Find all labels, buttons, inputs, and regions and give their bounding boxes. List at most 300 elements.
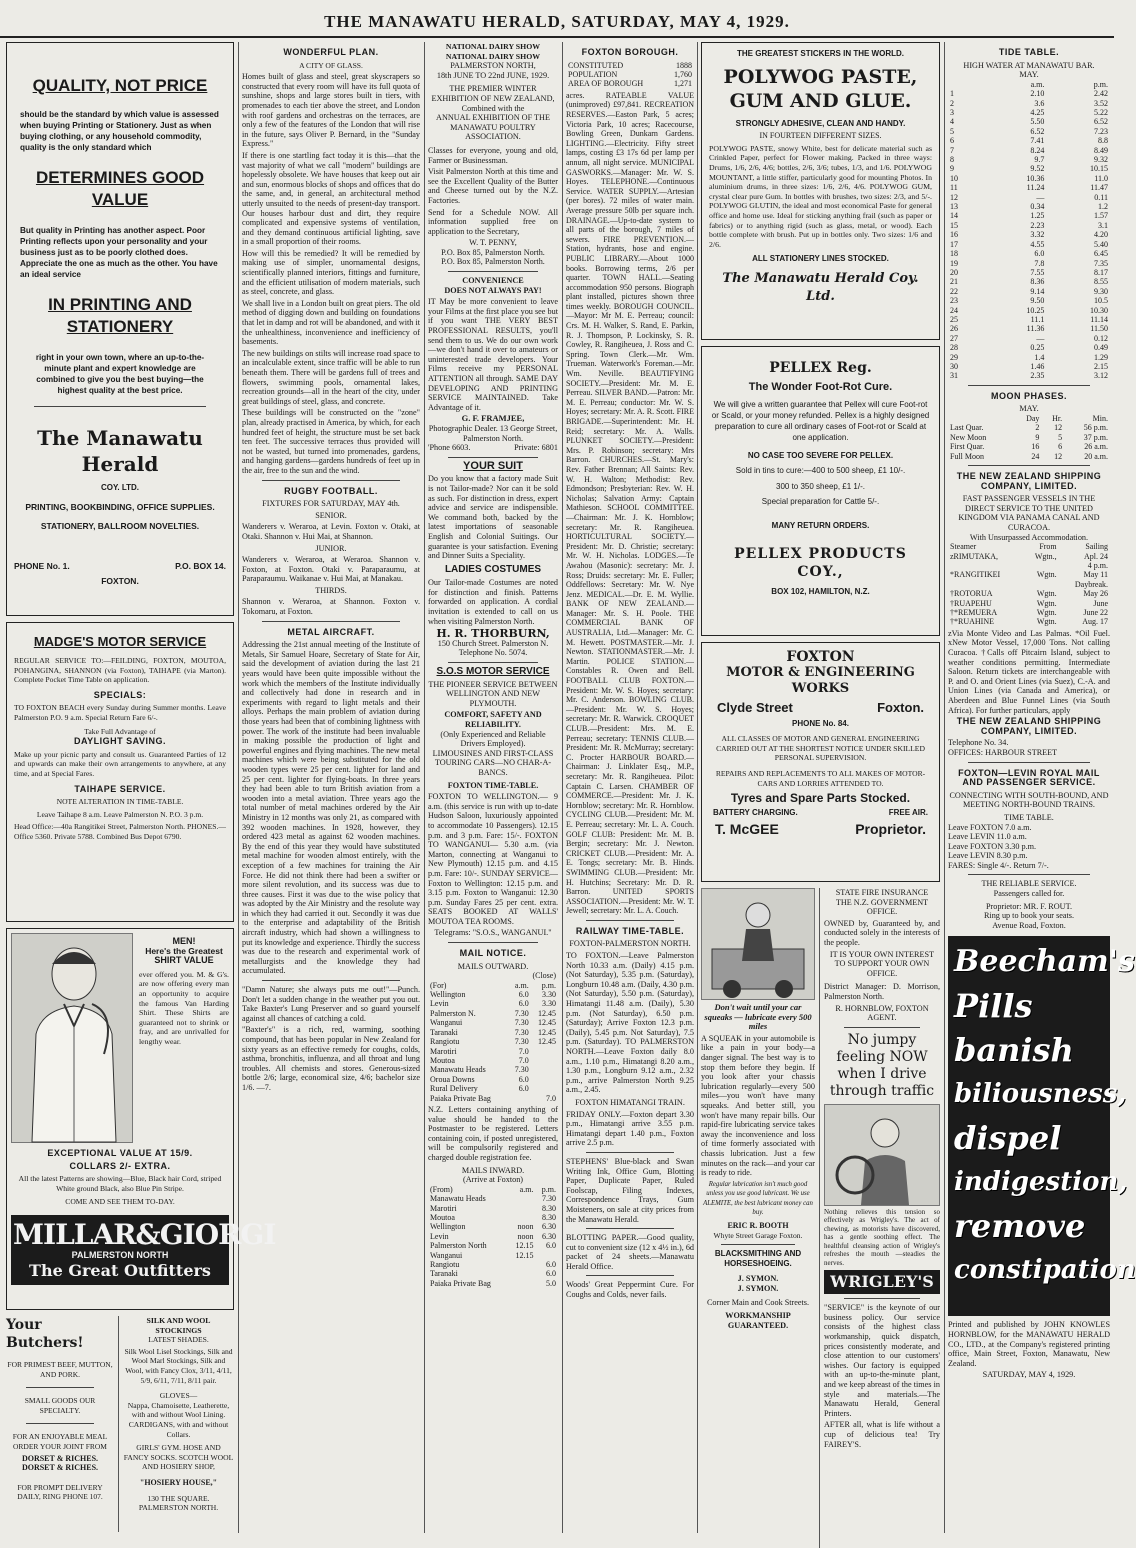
nzs-row-cell: [1023, 561, 1059, 570]
tide-row-cell: 0.49: [1094, 343, 1108, 353]
tide-row-cell: 11.0: [1094, 173, 1108, 183]
herald-line2: STATIONERY, BALLROOM NOVELTIES.: [40, 521, 200, 532]
nzs-row-cell: May 11: [1083, 570, 1108, 580]
tide-row: [948, 174, 1110, 183]
tide-row: [948, 296, 1110, 305]
levin-row: Leave LEVIN 11.0 a.m.: [948, 832, 1027, 842]
mail-inward-row-cell: [508, 1269, 535, 1278]
rugby-junior: JUNIOR.: [315, 543, 347, 553]
herald-line1: PRINTING, BOOKBINDING, OFFICE SUPPLIES.: [25, 501, 215, 512]
nzs-row: [948, 617, 1110, 626]
tide-row: [948, 277, 1110, 286]
tide-pm: p.m.: [1093, 79, 1108, 89]
tide-row-cell: 7.55: [1030, 267, 1045, 277]
nzs-company: THE NEW ZEALAND SHIPPING COMPANY, LIMITED.: [956, 716, 1102, 736]
dairy-visit: Visit Palmerston North at this time and see the Excellent Quality of the Butter and Cheese turned out by the N.Z. Factories.: [428, 167, 558, 205]
mail-outward-row-cell: Levin: [430, 999, 449, 1009]
reliable-address: Avenue Road, Foxton.: [992, 920, 1066, 930]
rugby-senior-fixtures: Wanderers v. Weraroa, at Levin. Foxton v. Otaki, at Otaki. Shannon v. Hui Mai, at Shannon.: [242, 522, 420, 541]
tide-row-cell: 1.25: [1030, 211, 1045, 221]
butchers-l2: SMALL GOODS OUR SPECIALTY.: [24, 1396, 96, 1415]
moon-row-cell: 5: [1058, 432, 1063, 442]
tide-row-cell: 22: [950, 286, 958, 296]
mail-outward-row-cell: [531, 1047, 558, 1056]
column-rule: [562, 42, 563, 1533]
herald-company-name: The Manawatu Herald: [37, 426, 203, 476]
tide-row: [948, 362, 1110, 371]
nzs-row: [948, 599, 1110, 608]
tide-row-cell: 31: [950, 371, 958, 381]
tide-row-cell: 1.2: [1098, 202, 1108, 212]
tide-row: [948, 183, 1110, 192]
polywog-all: ALL STATIONERY LINES STOCKED.: [752, 254, 889, 264]
nzs-title: THE NEW ZEALAND SHIPPING COMPANY, LIMITED.: [956, 471, 1102, 491]
polywog-sizes: IN FOURTEEN DIFFERENT SIZES.: [759, 131, 882, 141]
dairy-box2: P.O. Box 85, Palmerston North.: [441, 257, 545, 267]
borough-stat-row: [566, 79, 694, 88]
shirt-men: MEN!: [172, 936, 196, 946]
moon-row: [948, 442, 1110, 451]
levin-row: FARES: Single 4/-. Return 7/-.: [948, 860, 1049, 870]
borough-stats: [566, 61, 694, 89]
nzs-row-cell: Wgtn.: [1036, 598, 1057, 608]
column-rule: [424, 42, 425, 1533]
madge-alteration: NOTE ALTERATION IN TIME-TABLE.: [56, 797, 184, 807]
tide-row: [948, 268, 1110, 277]
pellex-ad: [701, 346, 940, 636]
tide-row-cell: 9.7: [1034, 155, 1045, 165]
fire-title: STATE FIRE INSURANCE: [835, 888, 929, 897]
tide-row-cell: 7: [950, 145, 954, 155]
wrigley-body: A SQUEAK in your automobile is like a pain in your body—a danger signal. The best way is to stop them before they begin. If you look after your chassis lubrication regularly—every 500 miles—you won't have many squeaks. And better still, you won't have many repair bills. Our rapid-fire lubricating service takes away the inconvenience and loss of time formerly associated with chassis lubrication. Just a few minutes on the rack—and your car is ready to ride.: [701, 1033, 815, 1178]
printing-ad-title2: DETERMINES GOOD VALUE: [35, 168, 205, 209]
fire-sub: THE N.Z. GOVERNMENT OFFICE.: [835, 897, 929, 917]
mail-inward-row-cell: [535, 1251, 558, 1260]
tide-row-cell: 7.8: [1034, 258, 1045, 268]
mail-outward-row-cell: [531, 1075, 558, 1084]
mail-outward-row-cell: Wanganui: [430, 1018, 463, 1028]
tide-row-cell: 3.52: [1094, 98, 1108, 108]
motor-title2: MOTOR & ENGINEERING WORKS: [726, 665, 915, 696]
fox-tt-telegrams: Telegrams: "S.O.S., WANGANUI.": [434, 928, 552, 938]
smith-name2: J. SYMON.: [737, 1284, 779, 1294]
moon-row: [948, 452, 1110, 461]
mail-outward-row-cell: [531, 1084, 558, 1093]
reliable-prop: Proprietor: MR. F. ROUT.: [985, 901, 1073, 911]
pellex-box: BOX 102, HAMILTON, N.Z.: [771, 586, 870, 596]
fire-body: OWNED by, Guaranteed by, and conducted solely in the interests of the people.: [824, 918, 940, 947]
blotting-ad: BLOTTING PAPER.—Good quality, cut to convenient size (12 x 4½ in.), 6d packet of 24 sheets.—Manawatu Herald Office.: [566, 1233, 695, 1271]
beecham-line: Pills: [954, 987, 1033, 1026]
conv-address: Photographic Dealer. 13 George Street, Palmerston North.: [428, 423, 558, 443]
mail-outward-row-cell: 7.0: [518, 1055, 529, 1065]
mail-inward-row: [428, 1222, 558, 1231]
mail-outward: MAILS OUTWARD.: [457, 961, 529, 971]
tide-row-cell: 23: [950, 296, 958, 306]
nzs-body: FAST PASSENGER VESSELS IN THE DIRECT SERVICE TO THE UNITED KINGDOM VIA PANAMA CANAL AND CURACOA.: [958, 494, 1100, 532]
tide-row-cell: 3.12: [1094, 371, 1108, 381]
rail-body: TO FOXTON.—Leave Palmerston North 10.33 a.m. (Daily) 4.15 p.m. (Not Saturday), 5.35 p.m. (Saturday), Longburn 10.48 a.m. (Daily, 4.30 p.m. (Not Saturday), 5.50 p.m. (Saturday), Himatangi 11.48 a.m. (Daily), 5.30 p.m. (Not Saturday), 6.50 p.m. (Saturday); Arrive Foxton 12.3 p.m. (Daily), 5.45 p.m. Not Saturday), 7.5 p.m. (Saturday). TO PALMERSTON NORTH.—Leave Foxton daily 8.0 a.m., 1.10 p.m., Himatangi 8.20 a.m., 1.30 p.m., Longburn 9.12 a.m., 2.32 p.m., arrive Palmerston North 9.25 a.m., 2.45.: [566, 951, 694, 1095]
mail-inward-row-cell: Paiaka Private Bag: [430, 1278, 491, 1288]
fire-agent: R. HORNBLOW, FOXTON AGENT.: [835, 1003, 929, 1023]
moon-row-cell: 26 a.m.: [1084, 442, 1108, 452]
mail-inward-row-cell: 6.0: [546, 1241, 556, 1251]
borough-stat-row-cell: CONSTITUTED: [568, 60, 624, 70]
tide-row-cell: 9.32: [1094, 155, 1108, 165]
moon-header-row-cell: Day: [1026, 413, 1040, 423]
printing-ad-body: should be the standard by which value is assessed when buying Printing or Stationery. Just as when buying clothing, or any household commodity, quality is the only standard which: [20, 110, 219, 152]
sos-title: S.O.S MOTOR SERVICE: [436, 666, 550, 678]
moon-header-row-cell: Hr.: [1052, 413, 1063, 423]
sos-l1: THE PIONEER SERVICE BETWEEN WELLINGTON AND NEW PLYMOUTH.: [428, 679, 558, 708]
herald-phone: PHONE No. 1.: [14, 560, 70, 571]
motor-street: Clyde Street: [717, 700, 793, 715]
mail-inward-row-cell: [508, 1279, 535, 1288]
silk-gloves: GLOVES—: [159, 1391, 198, 1401]
nzs-row-cell: Aug. 17: [1082, 617, 1108, 627]
mail-outward-row-cell: 12.45: [538, 1027, 556, 1037]
tide-row-cell: 15: [950, 220, 958, 230]
tide-row-cell: —: [1036, 333, 1045, 343]
tide-row-cell: 5.50: [1030, 117, 1045, 127]
nzs-row: [948, 608, 1110, 617]
printing-ad-title: QUALITY, NOT PRICE: [32, 76, 208, 95]
mail-outward-row-cell: 12.45: [538, 1008, 556, 1018]
shirt-value: SHIRT VALUE: [154, 955, 214, 966]
mail-inward-row-cell: Manawatu Heads: [430, 1194, 486, 1204]
levin-row: Leave FOXTON 7.0 a.m.: [948, 822, 1032, 832]
herald-foxton: FOXTON.: [101, 576, 139, 587]
millar-name: MILLAR&GIORGI: [13, 1217, 276, 1251]
stockings-ad: [119, 1316, 234, 1532]
shirt-body: ever offered you. M. & G's. are now offering every man an opportunity to acquire the famous Van Harding Shirt. These Shirts are guaranteed not to shrink or fray, and are unrivalled for lengthy wear.: [139, 969, 229, 1046]
tide-row-cell: 8.24: [1030, 145, 1045, 155]
nzs-row-cell: 4 p.m.: [1087, 560, 1108, 570]
nzs-row: [948, 570, 1110, 579]
tide-row: [948, 240, 1110, 249]
tide-row-cell: 3.32: [1030, 230, 1045, 240]
moon-row-cell: New Moon: [950, 432, 987, 442]
tide-row-cell: 11.14: [1090, 314, 1108, 324]
tide-row: [948, 315, 1110, 324]
borough-stat-row-cell: POPULATION: [568, 70, 618, 79]
beecham-line: constipation: [954, 1255, 1136, 1286]
mail-inward-row-cell: noon: [517, 1222, 534, 1232]
tide-row: [948, 259, 1110, 268]
moon-title: MOON PHASES.: [990, 390, 1067, 401]
nzs-row-cell: *RANGITIKEI: [950, 570, 1001, 580]
pellex-company: PELLEX PRODUCTS COY.,: [734, 545, 907, 580]
moon-row-cell: Full Moon: [950, 451, 985, 461]
tide-row-cell: 13: [950, 202, 958, 212]
column-rule: [944, 42, 945, 1533]
levin-timetable: TIME TABLE.: [1004, 812, 1054, 822]
millar-giorgi-logo: [11, 1215, 276, 1285]
tide-row: [948, 127, 1110, 136]
mail-outward-row-cell: Marotiri: [430, 1046, 457, 1056]
tide-row-cell: 8.17: [1094, 267, 1108, 277]
rail-sub: FOXTON-PALMERSTON NORTH.: [569, 939, 691, 949]
mail-outward-row-cell: 3.30: [542, 990, 556, 1000]
tide-row: [948, 99, 1110, 108]
mail-inward-row: [428, 1194, 558, 1203]
mail-inward-row-cell: 7.30: [542, 1194, 556, 1204]
motor-phone: PHONE No. 84.: [792, 718, 849, 728]
wrigley-note: Nothing relieves this tension so effectively as Wrigley's. The act of chewing, as motorists have discovered, has a gentle soothing effect. The healthful cleansing action of Wrigley's refreshes the mouth —steadies the nerves.: [824, 1207, 940, 1267]
column-6: [948, 42, 1136, 1533]
pellex-cattle: Special preparation for Cattle 5/-.: [761, 497, 880, 507]
motor-proprietor: Proprietor.: [855, 821, 926, 838]
herald-coy: COY. LTD.: [100, 483, 140, 492]
booth-name: ERIC R. BOOTH: [727, 1221, 789, 1231]
tide-row: [948, 306, 1110, 315]
nzs-row-cell: †RUAPEHU: [950, 598, 992, 608]
reliable-title: THE RELIABLE SERVICE.: [981, 879, 1077, 889]
moon-row-cell: 20 a.m.: [1084, 451, 1108, 461]
polywog-ad: [701, 42, 940, 340]
motor-title1: FOXTON: [786, 649, 855, 665]
driver-illustration: [824, 1104, 940, 1206]
pellex-sub: The Wonder Foot-Rot Cure.: [748, 381, 893, 393]
madge-office: Head Office:—40a Rangitikei Street, Palmerston North. PHONES.—Office 5360. Private 5788. Combined Bus Depot 6790.: [14, 822, 226, 841]
tide-row: [948, 353, 1110, 362]
nzs-row-cell: Wgtn.: [1036, 617, 1057, 627]
fox-tt-body: FOXTON TO WELLINGTON.— 9 a.m. (this service is run with up to-date Hudson Saloon, luxuriously appointed to accommodate 10 Passengers). 12.15 p.m. and 3 p.m. Fare: 15/-. FOXTON TO WANGANUI— 5.30 a.m. (via Marton, connecting at Wanganui to New Plymouth) 12.15 p.m. and 4.15 p.m. Fare: 10/-. SUNDAY SERVICE— Foxton to Wellington: 12.15 p.m. and 3.15 p.m. Foxton to Wanganui: 12.30 p.m. Sunday Fares 25 per cent. extra. SEATS BOOKED AT WALLS' MOUTOA TEA ROOMS.: [428, 792, 558, 926]
tide-row-cell: 2.42: [1094, 89, 1108, 99]
wonderful-sub: A CITY OF GLASS.: [299, 60, 363, 70]
tide-row-cell: 28: [950, 343, 958, 353]
borough-title: FOXTON BOROUGH.: [581, 47, 679, 57]
mail-outward-row-cell: [531, 1065, 558, 1074]
nzs-row-cell: June: [1093, 598, 1108, 608]
nzs-header-row: [948, 542, 1110, 551]
tide-row: [948, 117, 1110, 126]
tide-row-cell: 6.0: [1034, 249, 1045, 259]
tide-row: [948, 136, 1110, 145]
tide-row-cell: 0.12: [1094, 333, 1108, 343]
tide-row-cell: 11.47: [1090, 183, 1108, 193]
suit-title: YOUR SUIT: [463, 459, 523, 472]
pellex-sold2: 300 to 350 sheep, £1 1/-.: [776, 481, 865, 491]
tide-row-cell: 5: [950, 126, 954, 136]
pellex-no: NO CASE TOO SEVERE FOR PELLEX.: [747, 450, 894, 460]
butchers-title: Your Butchers!: [6, 1317, 84, 1351]
mail-inward-row-cell: 6.30: [542, 1222, 556, 1232]
tide-row: [948, 249, 1110, 258]
mail-in-am: a.m.: [519, 1184, 534, 1194]
mail-inward-row: [428, 1260, 558, 1269]
mail-outward-row: [428, 1084, 558, 1093]
mail-inward-row-cell: [508, 1213, 535, 1222]
mail-outward-row-cell: 7.0: [518, 1046, 529, 1056]
tide-row-cell: 14: [950, 211, 958, 221]
mail-outward-row-cell: 6.0: [518, 1074, 529, 1084]
tide-row-cell: 8.8: [1098, 136, 1108, 146]
moon-row-cell: 37 p.m.: [1083, 432, 1108, 442]
tide-row: [948, 155, 1110, 164]
madge-taihape: TAIHAPE SERVICE.: [74, 783, 166, 794]
tide-row-cell: 19: [950, 258, 958, 268]
rail-hima-title: FOXTON HIMATANGI TRAIN.: [575, 1097, 685, 1107]
column-5: [701, 42, 940, 1533]
tide-title: TIDE TABLE.: [998, 47, 1060, 57]
madge-body: REGULAR SERVICE TO:—FEILDING, FOXTON, MOUTOA, POHANGINA, SHANNON (via Foxton), TAIHAPE (via Marton). Complete Pocket Time Table on application.: [14, 656, 226, 685]
beecham-line: dispel: [954, 1119, 1062, 1158]
wonderful-p2: If there is one startling fact today it is this—that the vast majority of what we call "modern" buildings are hopelessly obsolete. We have houses that keep out air and sun, enormous blocks of shops and offices that do the same, and, in general, an architectural method utterly unsuited to the needs of present-day transport. Our houses harbour dust and dirt, they require complicated and expensive systems of ventilation, and they demand continuous artificial lighting, save in a small proportion of their rooms.: [242, 150, 420, 247]
conv-phone: 'Phone 6603.: [428, 443, 471, 453]
tide-row-cell: 5.22: [1094, 108, 1108, 117]
tide-row: [948, 287, 1110, 296]
smith-name1: J. SYMON.: [737, 1274, 779, 1284]
moon-row-cell: 12: [1054, 423, 1063, 433]
conv-body: IT May be more convenient to leave your Films at the first place you see but if you want THE VERY BEST PROFESSIONAL RESULTS, you'll send them to us. We do our own work—we don't hand it over to amateurs or uninterested trade developers. Your Films receive my PERSONAL ATTENTION all through. SAME DAY DEVELOPING AND PRINTING SERVICE MAINTAINED. Take Advantage of it.: [428, 297, 558, 412]
polywog-title: POLYWOG PASTE, GUM AND GLUE.: [723, 65, 918, 112]
tide-am: a.m.: [1030, 79, 1045, 89]
mail-inward-row-cell: noon: [517, 1231, 534, 1241]
column-2: [242, 42, 420, 1533]
silk-gloves-body: Nappa, Chamoisette, Leatherette, with and without Wool Lining. CARDIGANS, with and without Collars.: [127, 1400, 230, 1439]
fire-wrigley-column: [820, 888, 940, 1548]
dairy-title2: NATIONAL DAIRY SHOW: [445, 51, 541, 61]
wrigley-caption: Don't wait until your car squeaks — lubricate every 500 miles: [704, 1002, 812, 1032]
conv-name: G. F. FRAMJEE,: [461, 413, 525, 424]
booth-address: Whyte Street Garage Foxton.: [713, 1230, 803, 1240]
nzs-row-cell: †*REMUERA: [950, 608, 998, 617]
mail-outward-row-cell: [508, 1094, 530, 1103]
mail-inward-row-cell: Wellington: [430, 1222, 466, 1232]
motor-body2: REPAIRS AND REPLACEMENTS TO ALL MAKES OF MOTOR-CARS AND LORRIES ATTENDED TO.: [715, 768, 926, 788]
mail-outward-table: [428, 971, 558, 1103]
mail-outward-row-cell: 7.30: [514, 1065, 529, 1075]
mail-inward-row-cell: Palmerston North: [430, 1241, 487, 1251]
reliable-ring: Ring up to book your seats.: [983, 911, 1075, 921]
tide-row-cell: 2.15: [1094, 361, 1108, 371]
nzs-row-cell: [1023, 580, 1059, 589]
metal-p1: Addressing the 21st annual meeting of the Institute of Metals, Sir Samuel Hoare, Secretary of State for Air, said the development of aviation during the last 21 years would have been quite impossible without the work which the members of the Institute individually and collectively had done in research and in experiments with regard to light metals and their alloys. Perhaps the main problem of aviation during those years had been that of combining lightness with power. The work of the institute had been invaluable in making possible the production of light and powerful engines and flying machines. The new metal machines which were being substituted for the old wooden types were 25 per cent. lighter for land and 25 per cent. lighter for flying-boats. In three years they had been able to turn British aviation from a wooden into a metal aviation. Three years ago the total number of metal machines ordered by the Air Ministry in 12 months was only 21, as compared with 392 wooden machines. In 1928, however, they ordered 423 metal as against 62 wooden machines. By the end of this year they would have substituted metal machine for wooden almost entirely, with the exception of a few machines for training the Air Force. He did not think there had been a swifter or more silent revolution, and its success was due to three causes. First it was due to the wise policy that was adopted by the Air Ministry and the resolute way in which they had carried it out. Secondly it was due to the enterprise and adaptability of the British aircraft industry, which had shown a willingness to put its knowledge and experience. Thirdly the success was due to the research and experimental work of metallurgists and the knowledge they had accumulated.: [242, 640, 420, 976]
mail-inward-row-cell: 6.0: [546, 1269, 556, 1279]
mail-inward-row-cell: 12.15: [515, 1250, 534, 1260]
man-in-shirt-illustration: [11, 933, 133, 1143]
wonderful-p5: The new buildings on stilts will increase road space to an incalculable extent, since traffic will be able to run beneath them. There will be gardens full of trees and flowers, swimming pools, ornamental lakes, recreation grounds—all in the heart of the city, under great buildings of steel, glass, and concrete.: [242, 348, 420, 406]
levin-body: CONNECTING WITH SOUTH-BOUND, AND MEETING NORTH-BOUND TRAINS.: [949, 790, 1109, 810]
rugby-title: RUGBY FOOTBALL.: [284, 485, 378, 496]
mail-outward-row: [428, 1018, 558, 1027]
conv-title1: CONVENIENCE: [462, 276, 524, 286]
tide-row-cell: 4.25: [1030, 108, 1045, 117]
nzs-row: [948, 561, 1110, 570]
moon-header-row-cell: Min.: [1092, 413, 1108, 423]
tide-row: [948, 193, 1110, 202]
mail-inward-row-cell: 5.0: [546, 1278, 556, 1288]
mail-outward-row-cell: [531, 1056, 558, 1065]
rugby-thirds-fixtures: Shannon v. Weraroa, at Shannon. Foxton v. Tokomaru, at Foxton.: [242, 597, 420, 617]
tide-row-cell: 9: [950, 164, 954, 174]
sos-l3: (Only Experienced and Reliable Drivers Employed).: [440, 729, 546, 749]
tide-row-cell: 3: [950, 108, 954, 117]
tide-row: [948, 164, 1110, 173]
mail-inward-row-cell: 8.30: [542, 1212, 556, 1222]
beecham-line: indigestion,: [954, 1167, 1128, 1198]
imprint-date: SATURDAY, MAY 4, 1929.: [982, 1370, 1076, 1380]
sos-l4: LIMOUSINES AND FIRST-CLASS TOURING CARS—NO CHAR-A-BANCS.: [432, 748, 554, 777]
tide-row: [948, 89, 1110, 98]
tide-row-cell: 8: [950, 155, 954, 165]
motor-free-air: FREE AIR.: [888, 807, 928, 817]
tide-sub: HIGH WATER AT MANAWATU BAR.: [963, 60, 1095, 70]
tide-row: [948, 202, 1110, 211]
nzs-row-cell: [948, 561, 1023, 570]
stephens-ad: STEPHENS' Blue-black and Swan Writing Ink, Office Gum, Blotting Paper, Duplicate Paper, Ruled Foolscap, Filing Indexes, Correspondence Trays, Gum Moisteners, on sale at city prices from the Manawatu Herald.: [566, 1156, 694, 1224]
foxton-motor-ad: [701, 642, 940, 882]
mail-inward-row: [428, 1241, 558, 1250]
nzs-row-cell: †ROTORUA: [950, 589, 993, 599]
fox-tt-title: FOXTON TIME-TABLE.: [447, 780, 539, 790]
tide-row-cell: 10.25: [1026, 305, 1045, 315]
printing-ad-body3: right in your own town, where an up-to-the-minute plant and expert knowledge are combined to give you the best buying—the highest quality at the best price.: [35, 353, 205, 395]
rugby-thirds: THIRDS.: [315, 585, 347, 595]
borough-stat-row: [566, 70, 694, 79]
nzs-with: With Unsurpassed Accommodation.: [969, 532, 1089, 542]
mail-outward-row: [428, 1037, 558, 1046]
tide-row-cell: 0.11: [1094, 192, 1108, 202]
tide-row-cell: 10.15: [1090, 164, 1108, 174]
tide-row-cell: 4: [950, 117, 954, 127]
tide-row-cell: 4.55: [1030, 239, 1045, 249]
nzs-notes: zVia Monte Video and Las Palmas. *Oil Fuel. xNew Motor Vessel, 17,000 Tons. Not calling Curacoa. †Calls off Pitcairn Island, subject to weather conditions permitting. Intermediate Saloon. Return tickets are interchangeable with P. and O. and Orient Lines (via Suez), C.-A. and Union Lines (via Canada and America), or Aberdeen and Blue Funnel Lines (via South Africa). For further particulars, apply: [948, 628, 1110, 715]
tide-row-cell: 27: [950, 333, 958, 343]
tide-row-cell: 10.5: [1094, 296, 1108, 306]
tide-row-cell: 8.36: [1030, 277, 1045, 287]
tide-row-cell: 11.36: [1026, 324, 1045, 334]
shirt-collars: COLLARS 2/- EXTRA.: [69, 1160, 171, 1171]
nzs-row: [948, 552, 1110, 561]
shirt-ad: [6, 928, 276, 1310]
printing-ad-body2: But quality in Printing has another aspect. Poor Printing reflects upon your personality and your business just as to be poorly clothed does. Appreciate the one as much as the other. You have an ideal service: [20, 226, 218, 279]
column-3: [428, 42, 558, 1533]
levin-title: FOXTON—LEVIN ROYAL MAIL AND PASSENGER SERVICE.: [958, 767, 1100, 788]
borough-stat-row-cell: 1888: [676, 60, 692, 70]
tide-row-cell: 6: [950, 136, 954, 146]
mail-outward-row: [428, 1075, 558, 1084]
tide-row-cell: 3.1: [1098, 220, 1108, 230]
motor-mcgee: T. McGEE: [715, 821, 779, 838]
mail-outward-row-cell: Rangiotu: [430, 1037, 460, 1047]
ladies-body: Our Tailor-made Costumes are noted for distinction and finish. Patterns forwarded on application. A cordial invitation is extended to call on us when visiting Palmerston North.: [428, 578, 558, 626]
silk-title: SILK AND WOOL STOCKINGS: [146, 1316, 211, 1335]
polywog-sub: STRONGLY ADHESIVE, CLEAN AND HANDY.: [735, 118, 906, 128]
shirt-come: COME AND SEE THEM TO-DAY.: [65, 1197, 175, 1207]
beecham-line: biliousness,: [954, 1079, 1127, 1110]
mail-for: (For): [430, 980, 447, 990]
column-4: [566, 42, 694, 1533]
mail-inward-row-cell: [508, 1260, 535, 1269]
moon-header-row: [948, 414, 1110, 423]
wonderful-title: WONDERFUL PLAN.: [283, 47, 379, 57]
dairy-secretary: W. T. PENNY,: [469, 238, 517, 248]
thorburn-address: 150 Church Street. Palmerston N. Telephone No. 5074.: [437, 638, 549, 658]
mail-outward-row-cell: 7.30: [514, 1027, 529, 1037]
suit-body: Do you know that a factory made Suit is not Tailor-made? Nor can it be sold as such. For distinction in dress, expert advice and service are indispensible. We command both, backed by the latest importations of seasonable English and Colonial Suitings. Our guarantee is your satisfaction. Evening and Dinner Suits a Speciality.: [428, 474, 558, 561]
mail-outward-row-cell: 7.30: [514, 1018, 529, 1028]
tide-row-cell: 21: [950, 277, 958, 287]
pellex-sold: Sold in tins to cure:—400 to 500 sheep, £1 10/-.: [735, 466, 906, 476]
tide-row-cell: 2: [950, 98, 954, 108]
shirt-exceptional: EXCEPTIONAL VALUE AT 15/9.: [47, 1148, 193, 1158]
nzs-row-cell: Apl. 24: [1084, 551, 1108, 561]
mail-inward-row: [428, 1232, 558, 1241]
mail-outward-row: [428, 1065, 558, 1074]
tide-row-cell: 7.35: [1094, 258, 1108, 268]
